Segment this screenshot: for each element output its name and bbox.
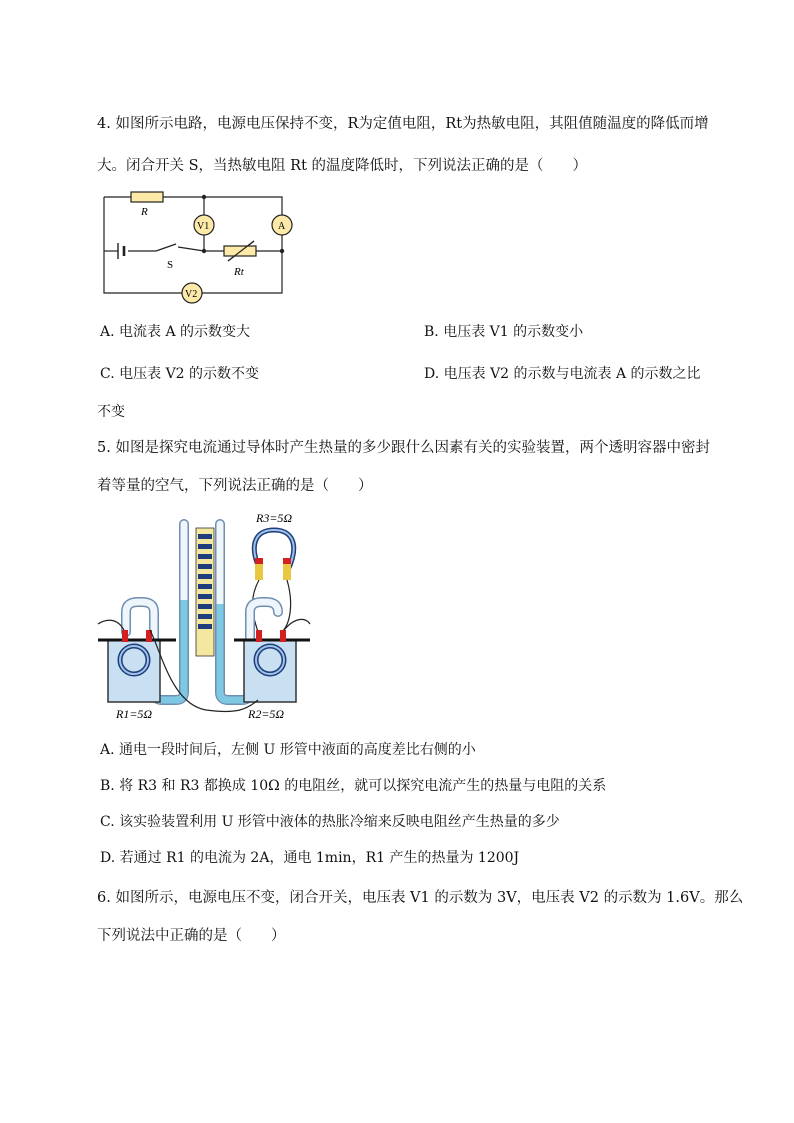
q5-option-a: A. 通电一段时间后，左侧 U 形管中液面的高度差比右侧的小 — [100, 742, 476, 758]
label-r: R — [141, 206, 148, 218]
q4-option-d: D. 电压表 V2 的示数与电流表 A 的示数之比 — [424, 366, 701, 382]
label-a: A — [278, 221, 286, 232]
q4-option-c: C. 电压表 V2 的示数不变 — [100, 366, 260, 382]
q5-stem-line2: 着等量的空气，下列说法正确的是（ ） — [97, 478, 373, 494]
q4-option-b: B. 电压表 V1 的示数变小 — [424, 324, 584, 340]
label-r3: R3=5Ω — [256, 511, 293, 525]
q5-option-d: D. 若通过 R1 的电流为 2A，通电 1min，R1 产生的热量为 1200J — [100, 850, 520, 866]
q6-stem-line1: 6. 如图所示，电源电压不变，闭合开关，电压表 V1 的示数为 3V，电压表 V2 的示数为 1.6V。那么 — [97, 890, 744, 906]
q5-stem-line1: 5. 如图是探究电流通过导体时产生热量的多少跟什么因素有关的实验装置，两个透明容器中密封 — [97, 440, 710, 456]
q5-option-b: B. 将 R3 和 R3 都换成 10Ω 的电阻丝，就可以探究电流产生的热量与电阻的关系 — [100, 778, 607, 794]
label-v2: V2 — [185, 289, 198, 300]
q4-option-d-continued: 不变 — [97, 404, 125, 420]
resistor-r — [131, 192, 163, 202]
label-r1: R1=5Ω — [116, 707, 153, 721]
q6-stem-line2: 下列说法中正确的是（ ） — [97, 928, 286, 944]
label-r2: R2=5Ω — [248, 707, 285, 721]
label-rt: Rt — [234, 266, 244, 278]
q4-stem-line1: 4. 如图所示电路，电源电压保持不变，R为定值电阻，Rt为热敏电阻，其阻值随温度的降低而增 — [97, 116, 709, 132]
thermistor-rt — [224, 246, 256, 256]
q4-circuit-diagram — [96, 188, 296, 304]
label-s: S — [167, 259, 174, 271]
q5-apparatus-diagram — [96, 504, 326, 726]
q4-stem-line2: 大。闭合开关 S，当热敏电阻 Rt 的温度降低时，下列说法正确的是（ ） — [97, 158, 588, 174]
q5-option-c: C. 该实验装置利用 U 形管中液体的热胀冷缩来反映电阻丝产生热量的多少 — [100, 814, 560, 830]
q4-option-a: A. 电流表 A 的示数变大 — [100, 324, 251, 340]
label-v1: V1 — [197, 221, 210, 232]
